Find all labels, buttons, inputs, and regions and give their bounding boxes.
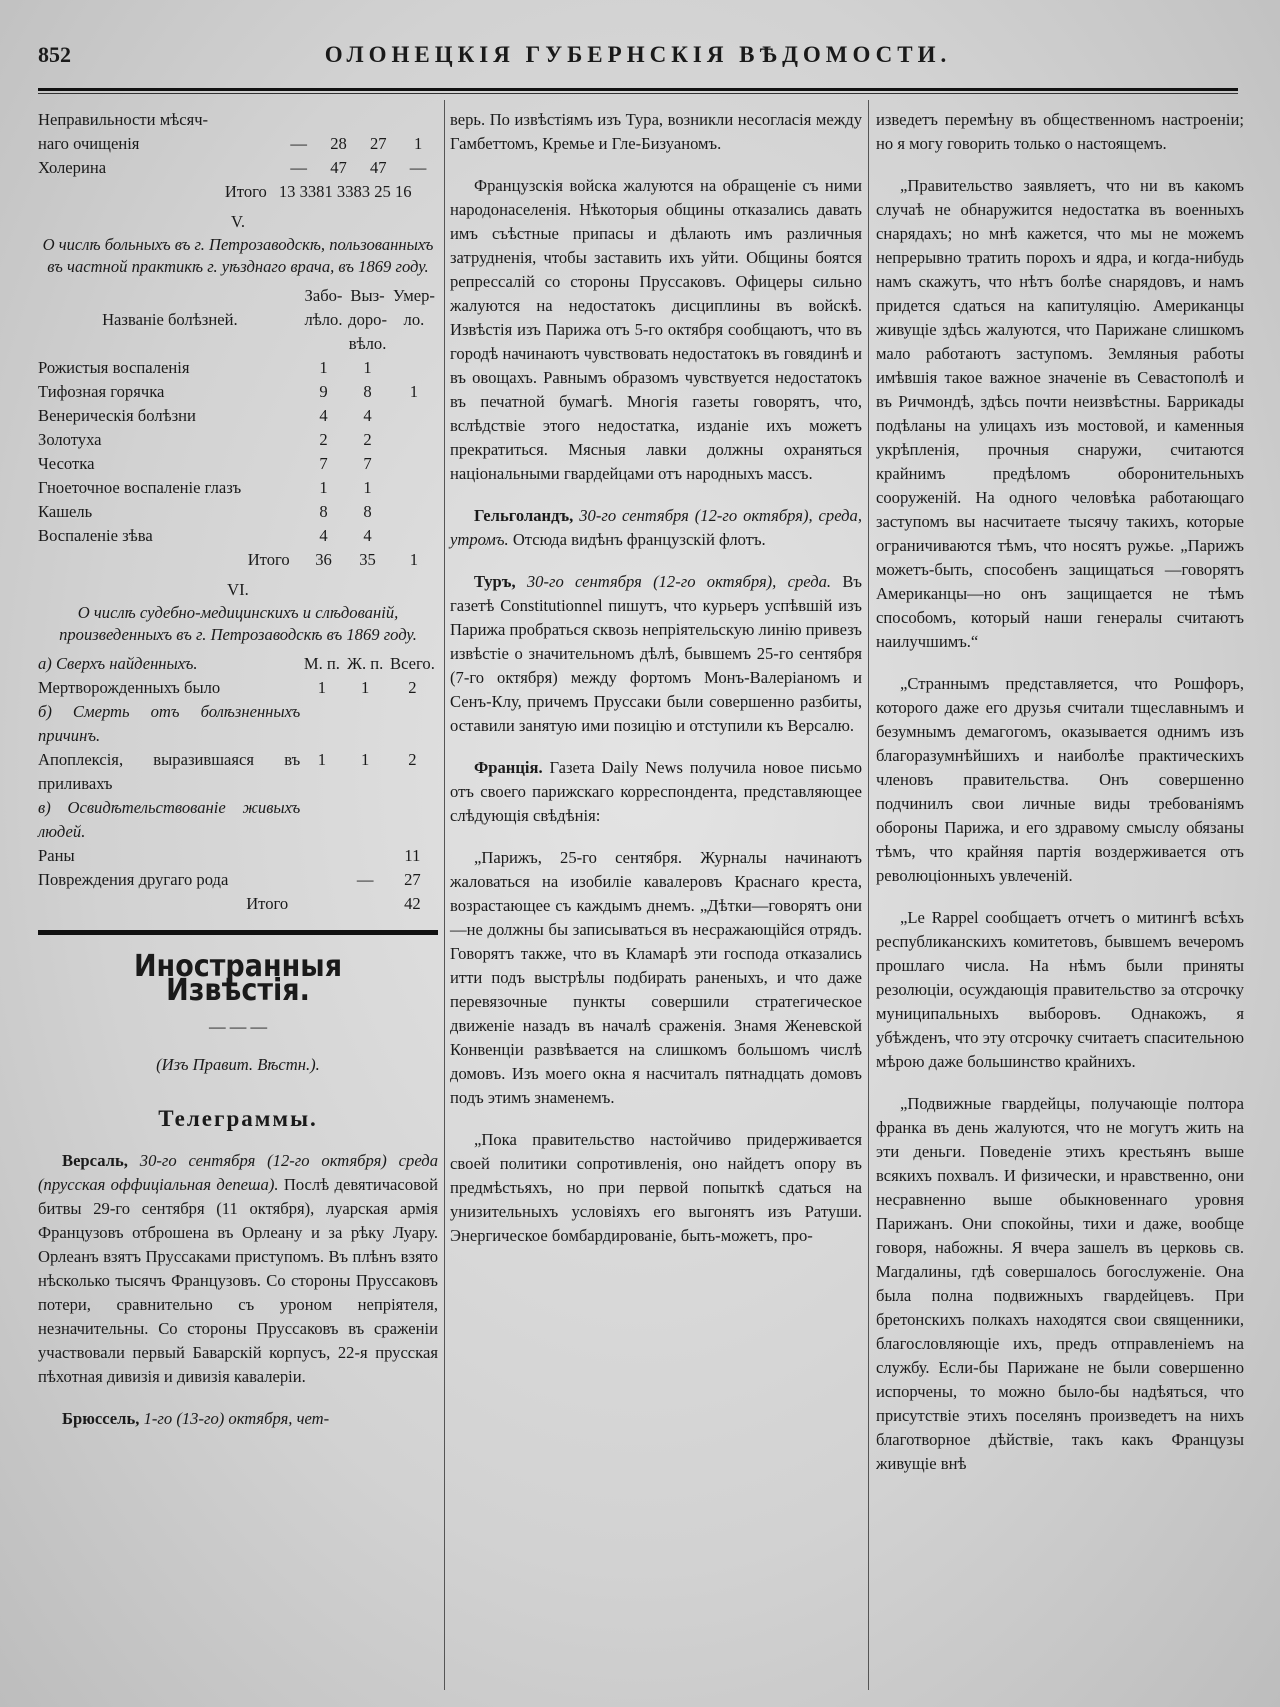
column-header: Всего. <box>390 654 435 673</box>
telegram-text: Газета Daily News получила новое письмо отъ своего парижскаго корреспондента, представляющее слѣдующія свѣдѣнія: <box>450 758 862 825</box>
top-stats-table <box>38 108 438 204</box>
table-row <box>38 748 438 796</box>
cell <box>390 404 438 428</box>
cell: 4 <box>363 406 372 425</box>
cell <box>390 476 438 500</box>
cell <box>300 844 343 868</box>
cell: 1 <box>317 750 327 769</box>
row-label: в) Освидѣтельствованіе живыхъ людей. <box>38 798 301 841</box>
cell: 8 <box>319 502 328 521</box>
source-note: (Изъ Правит. Вѣстн.). <box>156 1055 320 1074</box>
row-label: Холерина <box>38 158 107 177</box>
row-label: б) Смерть отъ болѣзненныхъ причинъ. <box>38 702 301 745</box>
row-label: Мертворожденныхъ было <box>38 678 221 697</box>
table-row <box>38 404 438 428</box>
column-header: Выз-доро-вѣло. <box>348 286 387 353</box>
cell: 2 <box>363 430 372 449</box>
telegram-text: Отсюда видѣнъ французскій флотъ. <box>512 530 766 549</box>
cell: 27 <box>404 870 421 889</box>
forensic-table <box>38 652 438 916</box>
table-row <box>38 108 438 132</box>
cell: — <box>356 870 374 889</box>
table-row <box>38 844 438 868</box>
cell: 47 <box>330 158 347 177</box>
paragraph: изведетъ перемѣну въ общественномъ настроеніи; но я могу говорить только о настоящемъ. <box>876 110 1244 153</box>
table-row <box>38 524 438 548</box>
cell <box>300 700 343 748</box>
total-label: Итого <box>247 550 290 569</box>
total-label: Итого <box>224 182 267 201</box>
table-row <box>38 476 438 500</box>
cell <box>390 524 438 548</box>
telegram-france <box>450 756 862 828</box>
cell: 1 <box>363 478 372 497</box>
table-row <box>38 452 438 476</box>
cell: 2 <box>408 678 417 697</box>
column-header: а) Сверхъ найденныхъ. <box>38 654 198 673</box>
cell: 4 <box>363 526 372 545</box>
cell: 1 <box>413 134 423 153</box>
row-label: Венерическія болѣзни <box>38 406 196 425</box>
row-label: наго очищенія <box>38 134 140 153</box>
telegram-heligoland <box>450 504 862 552</box>
section-title: О числѣ судебно-медицинскихъ и слѣдованій, произведенныхъ въ г. Петрозаводскѣ въ 1869 году. <box>59 603 417 644</box>
table-row <box>38 868 438 892</box>
dateline: 30-го сентября (12-го октября), среда, утромъ. <box>450 506 862 549</box>
disease-table <box>38 284 438 572</box>
telegram-versailles <box>38 1149 438 1389</box>
cell: 1 <box>361 678 370 697</box>
table-header <box>38 284 438 356</box>
header-rule <box>38 88 1238 91</box>
cell: 1 <box>361 750 370 769</box>
row-label: Гноеточное воспаленіе глазъ <box>38 478 242 497</box>
cell: 1 <box>409 382 419 401</box>
table-row <box>38 380 438 404</box>
cell <box>387 700 438 748</box>
row-label: Апоплексія, выразившаяся въ приливахъ <box>38 750 301 793</box>
section-number: VI. <box>227 580 249 599</box>
cell: 1 <box>409 550 419 569</box>
paragraph: „Правительство заявляетъ, что ни въ какомъ случаѣ не обнаружится недостатка въ военныхъ снарядахъ; но мнѣ кажется, что мы не можемъ непрерывно тратить порохъ и ядра, и когда-нибудь намъ скажутъ, что нѣтъ болѣе снарядовъ, и намъ придется сдаться на капитуляцію. Американцы живущіе здѣсь жалуются, что Парижане слишкомъ мало работаютъ заступомъ. Земляныя работы имѣвшія такое важное значеніе въ Севастополѣ и въ Ричмондѣ, здѣсь почти неизвѣстны. Баррикады подѣланы на улицахъ изъ мостовой, и каменныя укрѣпленія, прочныя снаружи, считаются крайнимъ предѣломъ оборонительныхъ сооруженій. На одного человѣка работающаго заступомъ вы насчитаете тысячу такихъ, которые ограничиваются тѣмъ, что носятъ ружье. „Парижъ можетъ-быть, способенъ защищаться —говорятъ Американцы—но онъ защищается не тѣмъ способомъ, который наши генералы считаютъ наилучшимъ.“ <box>876 176 1244 651</box>
table-row <box>38 796 438 844</box>
column-2 <box>450 108 862 1266</box>
cell <box>344 796 387 844</box>
cell: 1 <box>319 358 328 377</box>
city-name: Франція. <box>474 758 543 777</box>
telegram-text: Послѣ девятичасовой битвы 29-го сентября (11 октября), луарская армія Французовъ отброшена въ Орлеану и за рѣку Луару. Орлеанъ взятъ Пруссаками приступомъ. Въ плѣнъ взято нѣсколько тысячъ Французовъ. Со стороны Пруссаковъ потери, сравнительно съ уроном непріятеля, незначительны. Со стороны Пруссаковъ въ сраженіи участвовали первый Баварскій корпусъ, 22-я прусская пѣхотная дивизія и дивизія кавалеріи. <box>38 1175 438 1386</box>
column-divider <box>868 100 869 1690</box>
cell: 11 <box>404 846 421 865</box>
dateline: 30-го сентября (12-го октября) среда (прусская оффиціальная депеша). <box>38 1151 438 1194</box>
dash-separator: — — — <box>208 1017 268 1036</box>
paragraph: Французскія войска жалуются на обращеніе съ ними народонаселенія. Нѣкоторыя общины отказались давать имъ съѣстные припасы и дѣлають имъ различныя затрудненія, чтобы заставить ихъ уйти. Общины боятся репрессалій со стороны Пруссаковъ. Офицеры сильно жалуются на недостатокъ дисциплины въ войскѣ. Извѣстія изъ Парижа отъ 5-го октября сообщаютъ, что въ городѣ начинаютъ чувствовать недостатокъ въ говядинѣ и въ овощахъ. Равнымъ образомъ чувствуется недостатокъ въ печатной бумагѣ. Многія газеты говорятъ, что, вслѣдствіе этого недостатка, изданіе ихъ можетъ прекратиться. Мясныя лавки должны охраняться національными гвардейцами отъ народныхъ массъ. <box>450 176 862 483</box>
cell: 36 <box>315 550 332 569</box>
table-header <box>38 652 438 676</box>
cell: 1 <box>363 358 372 377</box>
table-row <box>38 356 438 380</box>
cell: 9 <box>319 382 328 401</box>
table-row <box>38 500 438 524</box>
cell <box>344 844 387 868</box>
cell: 7 <box>363 454 372 473</box>
cell: 8 <box>363 382 372 401</box>
column-3 <box>876 108 1244 1494</box>
row-label: Неправильности мѣсяч- <box>38 110 209 129</box>
cell: 35 <box>359 550 376 569</box>
header-rule-thin <box>38 93 1238 94</box>
foreign-news-title: Иностранныя Извѣстія. <box>133 949 343 1008</box>
paragraph: „Пока правительство настойчиво придерживается своей политики сопротивленія, оно найдетъ опору въ предмѣстьяхъ, но при первой попыткѣ сдаться на унизительныхъ условіяхъ его выгонятъ изъ Ратуши. Энергическое бомбардированіе, быть-можетъ, про- <box>450 1130 862 1245</box>
cell: 8 <box>363 502 372 521</box>
paragraph: „Подвижные гвардейцы, получающіе полтора франка въ день жалуются, что не могутъ жить на эти деньги. Поведеніе этихъ крестьянъ выше всякихъ похвалъ. И физически, и нравственно, они несравненно выше обыкновеннаго уровня Парижанъ. Они спокойны, тихи и даже, вообще говоря, набожны. Я вчера зашелъ въ церковь св. Магдалины, гдѣ совершалось богослуженіе. Она была полна подвижныхъ гвардейцевъ. При бретонскихъ полкахъ находятся свои священники, благословляющіе ихъ, предъ отправленіемъ на службу. Если-бы Парижане не были совершенно испорчены, то можно было-бы надѣяться, что присутствіе этихъ поселянъ произведетъ на нихъ благотворное дѣйствіе, такъ какъ Французы живущіе внѣ <box>876 1094 1244 1473</box>
cell: 28 <box>330 134 347 153</box>
cell <box>390 452 438 476</box>
row-label: Рожистыя воспаленія <box>38 358 190 377</box>
city-name: Брюссель, <box>62 1409 140 1428</box>
table-row-total <box>38 548 438 572</box>
cell: 2 <box>319 430 328 449</box>
table-row-total <box>38 892 438 916</box>
telegram-text: Въ газетѣ Constitutionnel пишутъ, что курьеръ успѣвшій изъ Парижа пробраться сквозь непріятельскую линію привезъ извѣстіе о значительномъ дѣлѣ, бывшемъ 25-го сентября (7-го октября) между фортомъ Монъ-Валеріаномъ и Сенъ-Клу, причемъ Пруссаки были совершенно разбиты, оставили занятую ими позицію и отступили къ Версалю. <box>450 572 862 735</box>
page-header <box>38 42 1238 82</box>
page-number: 852 <box>38 42 71 67</box>
cell: 1 <box>317 678 327 697</box>
cell: 1 <box>319 478 328 497</box>
column-header: Названіе болѣзней. <box>102 310 238 329</box>
total-label: Итого <box>246 894 289 913</box>
paragraph: „Парижъ, 25-го сентября. Журналы начинаютъ жаловаться на изобиліе кавалеровъ Краснаго креста, возрастающее съ каждымъ днемъ. „Дѣтки—говорятъ они—не должны бы записываться въ несражающійся отрядъ. Говорятъ также, что въ Кламарѣ эти господа отказались итти подъ выстрѣлы подбирать раненыхъ, и что даже перевязочные пункты совершили стратегическое движеніе назадъ въ началѣ сраженія. Знамя Женевской Конвенціи развѣвается на слишкомъ большомъ числѣ домовъ. Изъ моего окна я насчиталъ пятнадцать домовъ подъ этимъ знаменемъ. <box>450 848 862 1107</box>
column-divider <box>444 100 445 1690</box>
cell <box>390 428 438 452</box>
newspaper-title: ОЛОНЕЦКІЯ ГУБЕРНСКІЯ ВѢДОМОСТИ. <box>324 42 952 67</box>
table-row <box>38 156 438 180</box>
dateline: 30-го сентября (12-го октября), среда. <box>526 572 832 591</box>
telegrams-title: Телеграммы. <box>158 1106 318 1131</box>
section-rule <box>38 930 438 935</box>
table-row <box>38 132 438 156</box>
dateline: 1-го (13-го) октября, чет- <box>143 1409 330 1428</box>
cell: 2 <box>408 750 417 769</box>
table-row <box>38 700 438 748</box>
cell: — <box>290 134 308 153</box>
column-header: М. п. <box>303 654 340 673</box>
cell <box>387 796 438 844</box>
section-title: О числѣ больныхъ въ г. Петрозаводскѣ, пользованныхъ въ частной практикѣ г. уѣзднаго врача, въ 1869 году. <box>42 235 434 276</box>
city-name: Гельголандъ, <box>474 506 574 525</box>
row-label: Раны <box>38 846 75 865</box>
row-label: Чесотка <box>38 454 95 473</box>
column-header: Умер-ло. <box>392 286 435 329</box>
row-label: Воспаленіе зѣва <box>38 526 153 545</box>
telegram-brussels <box>38 1407 438 1431</box>
telegram-tours <box>450 570 862 738</box>
column-header: Забо-лѣло. <box>304 286 343 329</box>
total-values: 13 3381 3383 25 16 <box>278 182 412 201</box>
paragraph: „Le Rappel сообщаетъ отчетъ о митингѣ всѣхъ республиканскихъ комитетовъ, бывшемъ вечеромъ прошлаго числа. На нѣмъ были приняты резолюціи, осуждающія правительство за отсрочку муниципальныхъ выборовъ. Однакожъ, я убѣжденъ, что эту отсрочку считаетъ спасительною мѣрою даже большинство крайнихъ. <box>876 908 1244 1071</box>
table-row-total <box>38 180 438 204</box>
column-1 <box>38 108 438 1449</box>
table-row <box>38 676 438 700</box>
cell: 42 <box>404 894 421 913</box>
cell: — <box>409 158 427 177</box>
cell: 4 <box>319 406 328 425</box>
cell <box>390 500 438 524</box>
city-name: Туръ, <box>474 572 516 591</box>
city-name: Версаль, <box>62 1151 128 1170</box>
cell <box>390 356 438 380</box>
cell <box>300 868 343 892</box>
cell: 4 <box>319 526 328 545</box>
cell <box>300 796 343 844</box>
paragraph: верь. По извѣстіямъ изъ Тура, возникли несогласія между Гамбеттомъ, Кремье и Гле-Бизуаномъ. <box>450 110 862 153</box>
cell: 7 <box>319 454 328 473</box>
cell <box>344 700 387 748</box>
table-row <box>38 428 438 452</box>
row-label: Кашель <box>38 502 93 521</box>
column-header: Ж. п. <box>347 654 384 673</box>
cell: 27 <box>369 134 387 153</box>
row-label: Золотуха <box>38 430 102 449</box>
cell: 47 <box>369 158 387 177</box>
row-label: Повреждения другаго рода <box>38 870 229 889</box>
cell: — <box>290 158 308 177</box>
paragraph: „Страннымъ представляется, что Рошфоръ, которого даже его друзья считали тщеславнымъ и безумнымъ демагогомъ, оказывается однимъ изъ благоразумнѣйшихъ и наиболѣе практическихъ членовъ правительства. Онъ совершенно подчинилъ свои личные виды требованіямъ обороны Парижа, и его здравому смыслу обязаны тѣмъ, что крайняя партія воздерживается отъ революціонныхъ увлеченій. <box>876 674 1244 885</box>
section-number: V. <box>231 212 245 231</box>
row-label: Тифозная горячка <box>38 382 165 401</box>
